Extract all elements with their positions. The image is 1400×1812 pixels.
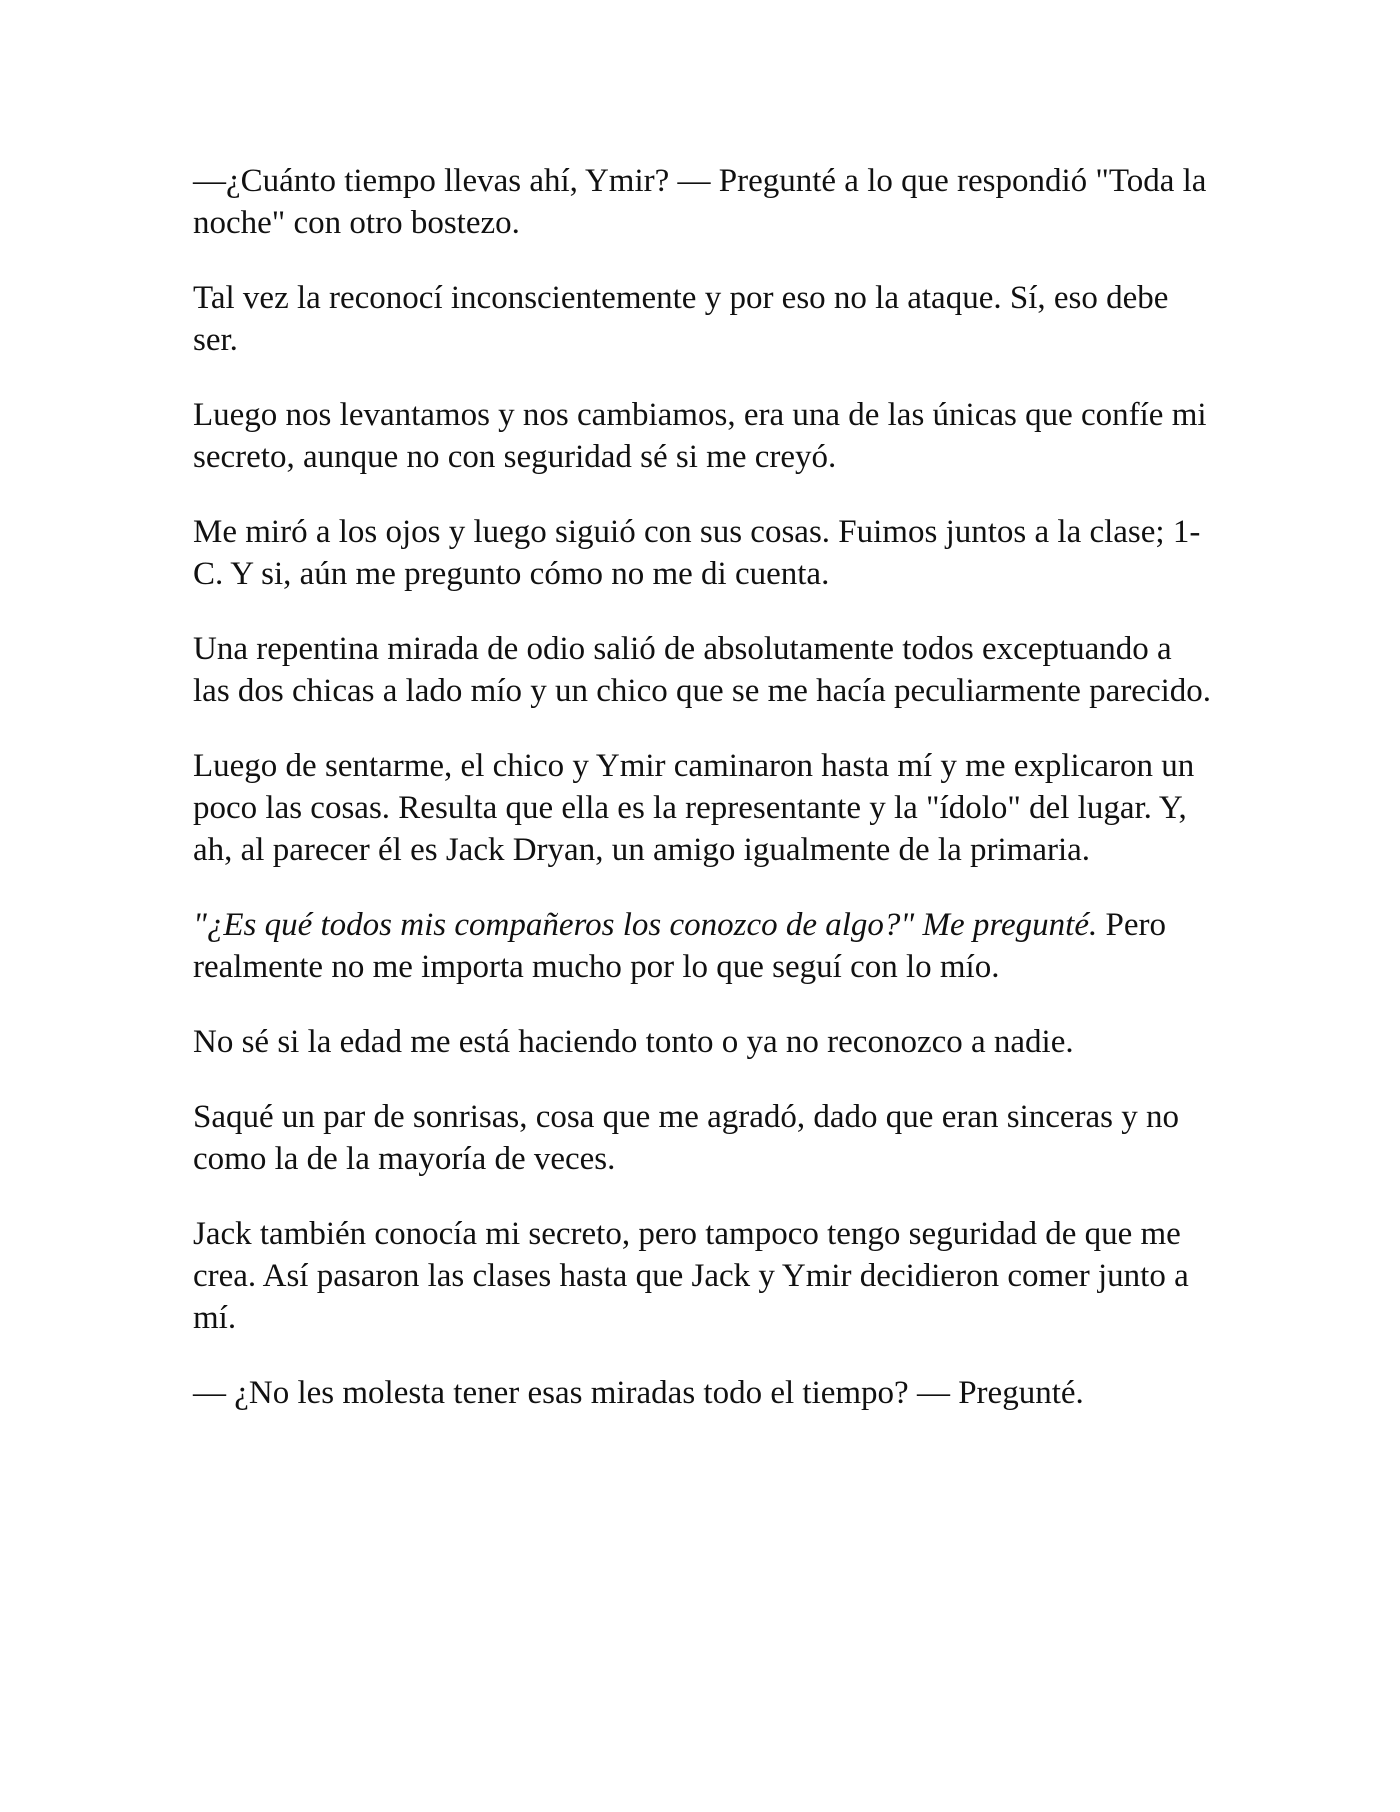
paragraph-1 [193,160,1213,244]
paragraph-text: No sé si la edad me está haciendo tonto o ya no reconozco a nadie. [193,1024,1074,1060]
paragraph-text: — ¿No les molesta tener esas miradas todo el tiempo? — Pregunté. [193,1375,1084,1411]
paragraph-11 [193,1372,1213,1414]
paragraph-text: Una repentina mirada de odio salió de absolutamente todos exceptuando a las dos chicas a lado mío y un chico que se me hacía peculiarmente parecido. [193,631,1212,709]
paragraph-text: Saqué un par de sonrisas, cosa que me agradó, dado que eran sinceras y no como la de la mayoría de veces. [193,1099,1180,1177]
italic-thought: "¿Es qué todos mis compañeros los conozco de algo?" Me pregunté. [193,907,1098,943]
paragraph-5 [193,628,1213,712]
paragraph-4 [193,511,1213,595]
paragraph-6 [193,745,1213,871]
paragraph-text: Tal vez la reconocí inconscientemente y por eso no la ataque. Sí, eso debe ser. [193,280,1169,358]
paragraph-text: Pero realmente no me importa mucho por lo que seguí con lo mío. [193,907,1166,985]
paragraph-text: Luego nos levantamos y nos cambiamos, era una de las únicas que confíe mi secreto, aunque no con seguridad sé si me creyó. [193,397,1207,475]
paragraph-10 [193,1213,1213,1339]
paragraph-text: Jack también conocía mi secreto, pero tampoco tengo seguridad de que me crea. Así pasaron las clases hasta que Jack y Ymir decidieron comer junto a mí. [193,1216,1189,1336]
paragraph-9 [193,1096,1213,1180]
paragraph-8 [193,1021,1213,1063]
paragraph-7 [193,904,1213,988]
paragraph-3 [193,394,1213,478]
paragraph-text: Me miró a los ojos y luego siguió con sus cosas. Fuimos juntos a la clase; 1-C. Y si, aún me pregunto cómo no me di cuenta. [193,514,1201,592]
paragraph-text: —¿Cuánto tiempo llevas ahí, Ymir? — Pregunté a lo que respondió "Toda la noche" con otro bostezo. [193,163,1207,241]
paragraph-text: Luego de sentarme, el chico y Ymir caminaron hasta mí y me explicaron un poco las cosas. Resulta que ella es la representante y la "ídolo" del lugar. Y, ah, al parecer él es Jack Dryan, un amigo igualmente de la primaria. [193,748,1195,868]
document-body [193,160,1213,1447]
paragraph-2 [193,277,1213,361]
